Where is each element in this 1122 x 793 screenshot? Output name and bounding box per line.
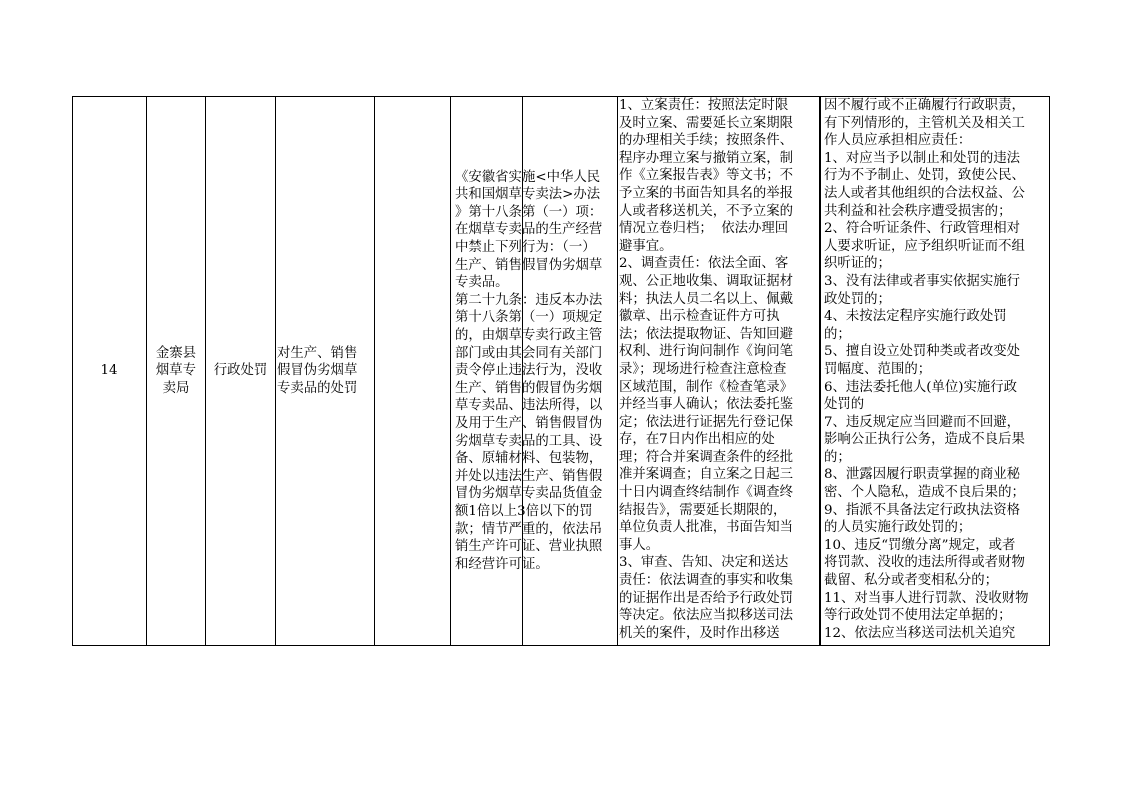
legal-basis: 《安徽省实施<中华人民 共和国烟草专卖法>办法 》第十八条第（一）项： 在烟草专卖品的生产经营 中禁止下列行为：（一） 生产、销售假冒伪劣烟草 专卖品。 第二十九条：违反本办法 第十八条第（一）项规定 的，由烟草专卖行政主管 部门或由其会同有关部门 责令停止违法行为，没收 生产、销售的假冒伪劣烟 草专卖品、违法所得，以 及用于生产、销售假冒伪 劣烟草专卖品的工具、设 备、原辅材料、包装物， 并处以违法生产、销售假 冒伪劣烟草专卖品货值金 额1倍以上3倍以下的罚 款；情节严重的，依法吊 销生产许可证、营业执照 和经营许可证。 <box>455 169 603 572</box>
legal-basis-text-cell <box>451 97 617 645</box>
item-name-cell <box>276 97 374 645</box>
item-name: 对生产、销售 假冒伪劣烟草 专卖品的处罚 <box>277 345 358 396</box>
department-cell <box>147 97 205 645</box>
accountability: 因不履行或不正确履行行政职责， 有下列情形的，主管机关及相关工 作人员应承担相应责任： 1、对应当予以制止和处罚的违法 行为不予制止、处罚，致使公民、 法人或者其他组织的合法权益、公 共利益和社会秩序遭受损害的； 2、符合听证条件、行政管理相对 人要求听证，应予组织听证而不组 织听证的； 3、没有法律或者事实依据实施行 政处罚的； 4、未按法定程序实施行政处罚 的； 5、擅自设立处罚种类或者改变处 罚幅度、范围的； 6、违法委托他人(单位)实施行政 处罚的 7、违反规定应当回避而不回避， 影响公正执行公务，造成不良后果 的； 8、泄露因履行职责掌握的商业秘 密、个人隐私，造成不良后果的； 9、指派不具备法定行政执法资格 的人员实施行政处罚的； 10、违反“罚缴分离”规定，或者 将罚款、没收的违法所得或者财物 截留、私分或者变相私分的； 11、对当事人进行罚款、没收财物 等行政处罚不使用法定单据的； 12、依法应当移送司法机关追究 <box>824 98 1029 641</box>
row-number-cell <box>72 97 146 645</box>
responsibilities: 1、立案责任：按照法定时限 及时立案、需要延长立案期限 的办理相关手续；按照条件、 程序办理立案与撤销立案，制 作《立案报告表》等文书；不 予立案的书面告知具名的举报 人或者移送机关，不予立案的 情况立卷归档； 依法办理回 避事宜。 2、调查责任：依法全面、客 观、公正地收集、调取证据材 料；执法人员二名以上、佩戴 徽章、出示检查证件方可执 法；依法提取物证、告知回避 权利、进行询问制作《询问笔 录》；现场进行检查注意检查 区域范围，制作《检查笔录》 并经当事人确认；依法委托鉴 定；依法进行证据先行登记保 存，在7日内作出相应的处 理；符合并案调查条件的经批 准并案调查；自立案之日起三 十日内调查终结制作《调查终 结报告》，需要延长期限的， 单位负责人批准，书面告知当 事人。 3、审查、告知、决定和送达 责任：依法调查的事实和收集 的证据作出是否给予行政处罚 等决定。依法应当拟移送司法 机关的案件，及时作出移送 <box>619 98 794 641</box>
power-type: 行政处罚 <box>213 363 268 379</box>
sub-item-cell <box>375 97 450 645</box>
department-name: 金寨县 烟草专 卖局 <box>155 345 197 396</box>
responsibilities-cell <box>617 97 819 645</box>
power-list-table <box>72 96 1050 646</box>
accountability-cell <box>822 97 1050 645</box>
power-type-cell <box>206 97 275 645</box>
row-number: 14 <box>100 363 118 379</box>
